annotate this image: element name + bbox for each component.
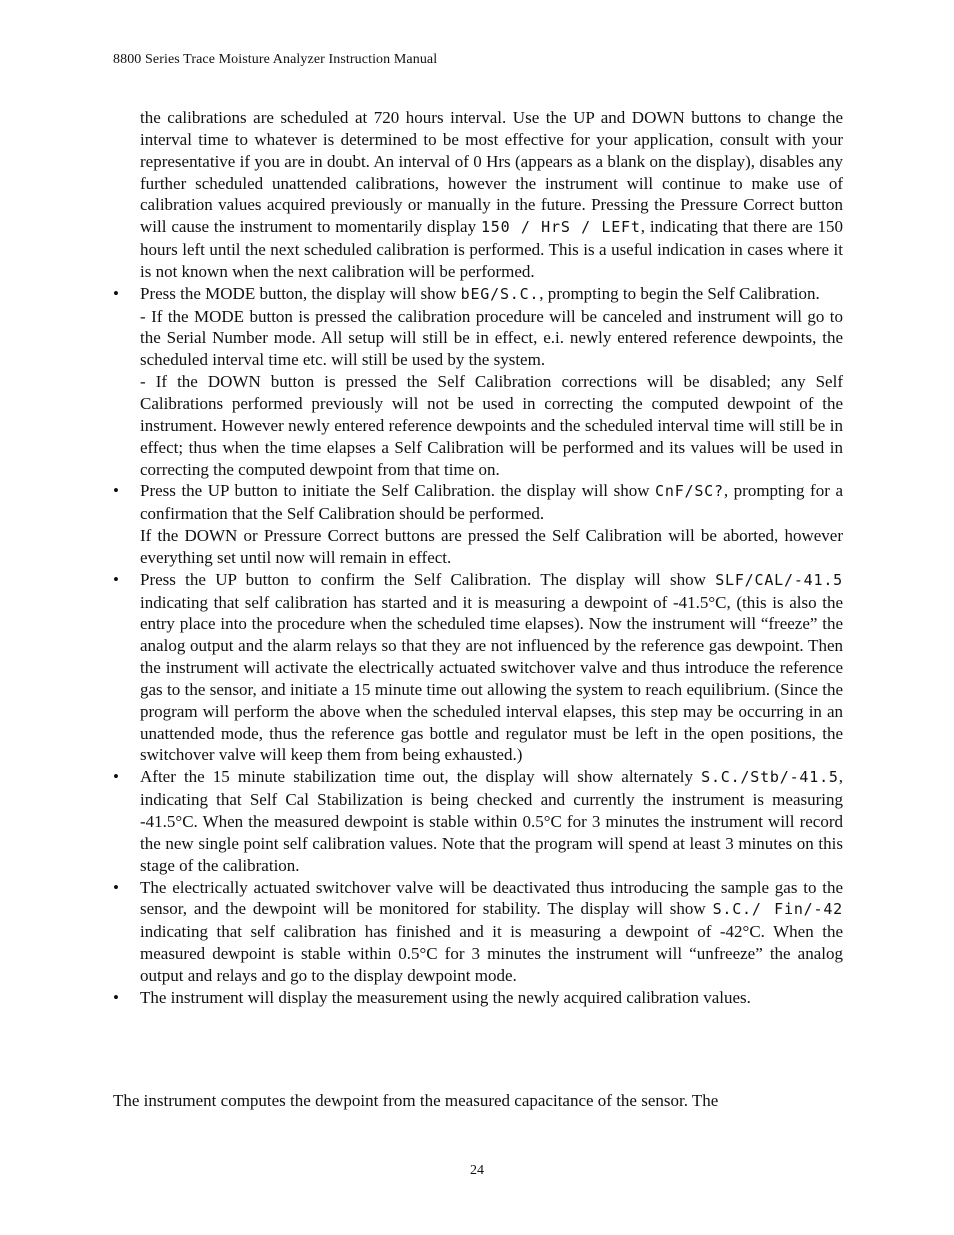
mode-text-1: Press the MODE button, the display will show (140, 283, 461, 303)
closing-paragraph: The instrument computes the dewpoint from the measured capacitance of the sensor. The (113, 1091, 719, 1110)
stabilization-text-2: , indicating that Self Cal Stabilization is being checked and currently the instrument is measuring -41.5°C. When the measured dewpoint is stable within 0.5°C for 3 minutes the instrument will record the new single point self calibration values. Note that the program will spend at least 3 minutes on this stage of the calibration. (140, 767, 843, 875)
stabilization-text-1: After the 15 minute stabilization time out, the display will show alternately (140, 767, 702, 787)
page-number: 24 (470, 1163, 484, 1178)
display-readout: 150 / HrS / LEFt (480, 218, 641, 237)
display-readout: bEG/S.C. (460, 284, 540, 303)
mode-sub-2: - If the DOWN button is pressed the Self Calibration corrections will be disabled; any Self Calibrations performed previously will not be used in correcting the computed dewpoint of the instrument. However newly entered reference dewpoints and the scheduled interval time will still be in effect; thus when the time elapses a Self Calibration will be performed and its values will be used in correcting the computed dewpoint from that time on. (140, 372, 843, 479)
bullet-icon: • (113, 569, 119, 589)
list-item-text (140, 283, 843, 306)
list-item-text (140, 766, 843, 876)
bullet-icon: • (113, 481, 119, 501)
list-item-mode (113, 283, 843, 481)
display-readout: CnF/SC? (655, 482, 724, 501)
list-item-text (140, 877, 843, 987)
list-item-up-initiate (113, 480, 843, 568)
list-item-text (140, 569, 843, 767)
up-initiate-sub-1: If the DOWN or Pressure Correct buttons are pressed the Self Calibration will be aborted, however everything set until now will remain in effect. (140, 526, 843, 567)
bullet-icon: • (113, 877, 119, 897)
mode-sub-1: - If the MODE button is pressed the calibration procedure will be canceled and instrument will go to the Serial Number mode. All setup will still be in effect, e.i. newly entered reference dewpoints, the scheduled interval time etc. will still be used by the system. (140, 306, 843, 370)
display-readout: SLF/CAL/-41.5 (715, 570, 843, 589)
list-item-up-confirm (113, 569, 843, 767)
up-confirm-text-1: Press the UP button to confirm the Self Calibration. The display will show (140, 569, 716, 589)
mode-text-2: , prompting to begin the Self Calibration. (539, 283, 820, 303)
up-initiate-text-1: Press the UP button to initiate the Self Calibration. the display will show (140, 481, 656, 501)
bullet-icon: • (113, 987, 119, 1007)
bullet-icon: • (113, 283, 119, 303)
list-item-switchover (113, 877, 843, 987)
final-text: The instrument will display the measurement using the newly acquired calibration values. (140, 987, 751, 1007)
running-header: 8800 Series Trace Moisture Analyzer Instruction Manual (113, 52, 438, 67)
switchover-text-2: indicating that self calibration has finished and it is measuring a dewpoint of -42°C. When the measured dewpoint is stable within 0.5°C for 3 minutes the instrument will “unfreeze” the analog output and relays and go to the display dewpoint mode. (140, 922, 843, 985)
up-initiate-text-2: , prompting for a confirmation that the Self Calibration should be performed. (140, 481, 843, 524)
list-item-final (113, 987, 843, 1009)
list-item-stabilization (113, 766, 843, 876)
display-readout: S.C./Stb/-41.5 (701, 768, 839, 787)
intro-text-1: the calibrations are scheduled at 720 hours interval. Use the UP and DOWN buttons to change the interval time to whatever is determined to be most effective for your application, consult with your representative if you are in doubt. An interval of 0 Hrs (appears as a blank on the display), disables any further scheduled unattended calibrations, however the instrument will continue to make use of calibration values acquired previously or manually in the future. Pressing the Pressure Correct button will cause the instrument to momentarily display (140, 108, 843, 237)
display-readout: S.C./ Fin/-42 (712, 900, 843, 919)
bullet-icon: • (113, 767, 119, 787)
intro-paragraph (113, 107, 843, 283)
intro-text-2: , indicating that there are 150 hours left until the next scheduled calibration is performed. This is a useful indication in cases where it is not known when the next calibration will be performed. (140, 217, 844, 281)
switchover-text-1: The electrically actuated switchover valve will be deactivated thus introducing the sample gas to the sensor, and the dewpoint will be monitored for stability. The display will show (140, 877, 843, 919)
body-text (113, 107, 843, 1009)
up-confirm-text-2: indicating that self calibration has started and it is measuring a dewpoint of -41.5°C, (this is also the entry place into the procedure when the scheduled time elapses). Now the instrument will “freeze” the analog output and the alarm relays so that they are not influenced by the reference gas dewpoint. Then the instrument will activate the electrically actuated switchover valve and thus introduce the reference gas to the sensor, and initiate a 15 minute time out allowing the system to reach equilibrium. (Since the program will perform the above when the scheduled interval elapses, this step may be occurring in an unattended mode, thus the reference gas bottle and regulator must be left in the open positions, the switchover valve will keep them from being exhausted.) (140, 592, 843, 765)
list-item-text (140, 480, 843, 525)
